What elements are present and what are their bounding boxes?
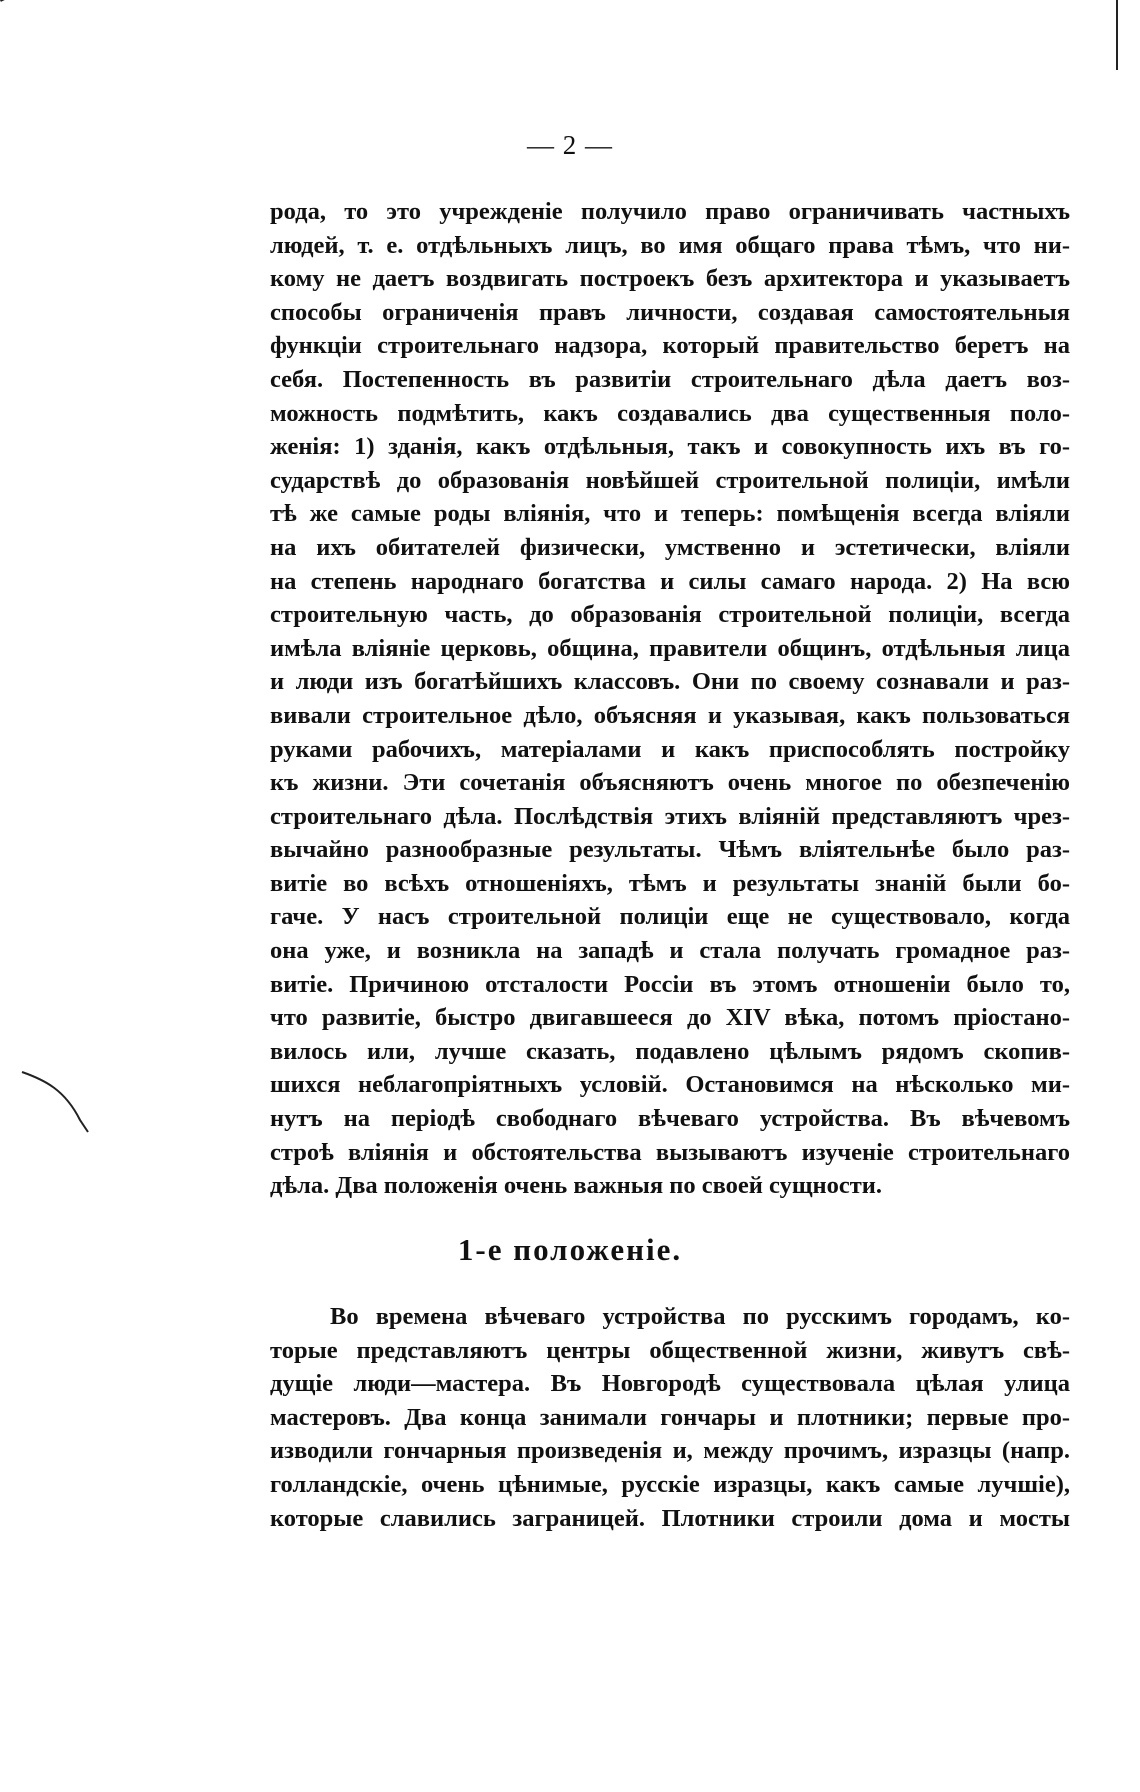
text-line: тѣ же самые роды вліянія, что и теперь: помѣщенія всегда вліяли — [270, 500, 1070, 528]
text-line: изводили гончарныя произведенія и, между прочимъ, изразцы (напр. — [270, 1437, 1070, 1465]
scan-stroke-mark — [20, 1070, 100, 1150]
text-line: нутъ на періодѣ свободнаго вѣчеваго устройства. Въ вѣчевомъ — [270, 1105, 1070, 1133]
text-line: что развитіе, быстро двигавшееся до XIV вѣка, потомъ пріостано- — [270, 1004, 1070, 1032]
text-line: себя. Постепенность въ развитіи строительнаго дѣла даетъ воз- — [270, 365, 1070, 393]
text-line: сударствѣ до образованія новѣйшей строительной полиціи, имѣли — [270, 466, 1070, 494]
text-line: торые представляютъ центры общественной жизни, живутъ свѣ- — [270, 1336, 1070, 1364]
text-line: вивали строительное дѣло, объясняя и указывая, какъ пользоваться — [270, 701, 1070, 729]
text-line: строительную часть, до образованія строительной полиціи, всегда — [270, 601, 1070, 629]
text-line: руками рабочихъ, матеріалами и какъ приспособлять постройку — [270, 735, 1070, 763]
scan-edge-mark — [1116, 0, 1118, 70]
text-line: строительнаго дѣла. Послѣдствія этихъ вліяній представляютъ чрез- — [270, 802, 1070, 830]
text-line: на степень народнаго богатства и силы самаго народа. 2) На всю — [270, 567, 1070, 595]
text-line: на ихъ обитателей физически, умственно и эстетически, вліяли — [270, 533, 1070, 561]
text-line: она уже, и возникла на западѣ и стала получать громадное раз- — [270, 937, 1070, 965]
text-line: витіе. Причиною отсталости Россіи въ этомъ отношеніи было то, — [270, 970, 1070, 998]
text-line: рода, то это учрежденіе получило право ограничивать частныхъ — [270, 198, 1070, 225]
text-line: дущіе люди—мастера. Въ Новгородѣ существовала цѣлая улица — [270, 1370, 1070, 1398]
text-line: къ жизни. Эти сочетанія объясняютъ очень многое по обезпеченію — [270, 769, 1070, 797]
text-line: и люди изъ богатѣйшихъ классовъ. Они по своему сознавали и раз- — [270, 668, 1070, 696]
text-line: имѣла вліяніе церковь, община, правители общинъ, отдѣльныя лица — [270, 634, 1070, 662]
text-line: строѣ вліянія и обстоятельства вызываютъ изученіе строительнаго — [270, 1138, 1070, 1166]
scan-edge-mark — [0, 0, 14, 2]
text-line: шихся неблагопріятныхъ условій. Остановимся на нѣсколько ми- — [270, 1071, 1070, 1099]
section-paragraph — [270, 1300, 1070, 1535]
text-line: кому не даетъ воздвигать построекъ безъ архитектора и указываетъ — [270, 265, 1070, 293]
text-line: вычайно разнообразные результаты. Чѣмъ вліятельнѣе было раз- — [270, 836, 1070, 864]
text-line: витіе во всѣхъ отношеніяхъ, тѣмъ и результаты знаній были бо- — [270, 869, 1070, 897]
text-line: можность подмѣтить, какъ создавались два существенныя поло- — [270, 399, 1070, 427]
text-line: функціи строительнаго надзора, который правительство беретъ на — [270, 332, 1070, 360]
text-line: Во времена вѣчеваго устройства по русскимъ городамъ, ко- — [330, 1303, 1070, 1330]
page-number: — 2 — — [527, 130, 613, 160]
text-line: гаче. У насъ строительной полиціи еще не существовало, когда — [270, 903, 1070, 931]
section-heading: 1-е положеніе. — [457, 1232, 683, 1267]
text-line: людей, т. е. отдѣльныхъ лицъ, во имя общаго права тѣмъ, что ни- — [270, 231, 1070, 259]
text-line: мастеровъ. Два конца занимали гончары и плотники; первые про- — [270, 1403, 1070, 1431]
text-line: которые славились заграницей. Плотники строили дома и мосты — [270, 1504, 1070, 1532]
text-line: дѣла. Два положенія очень важныя по своей сущности. — [270, 1172, 883, 1200]
text-line: способы ограниченія правъ личности, создавая самостоятельныя — [270, 298, 1070, 326]
text-line: женія: 1) зданія, какъ отдѣльныя, такъ и совокупность ихъ въ го- — [270, 433, 1070, 461]
text-line: голландскіе, очень цѣнимые, русскіе изразцы, какъ самые лучшіе), — [270, 1470, 1070, 1498]
text-line: вилось или, лучше сказать, подавлено цѣлымъ рядомъ скопив- — [270, 1037, 1070, 1065]
paragraph-1 — [270, 195, 1070, 1203]
